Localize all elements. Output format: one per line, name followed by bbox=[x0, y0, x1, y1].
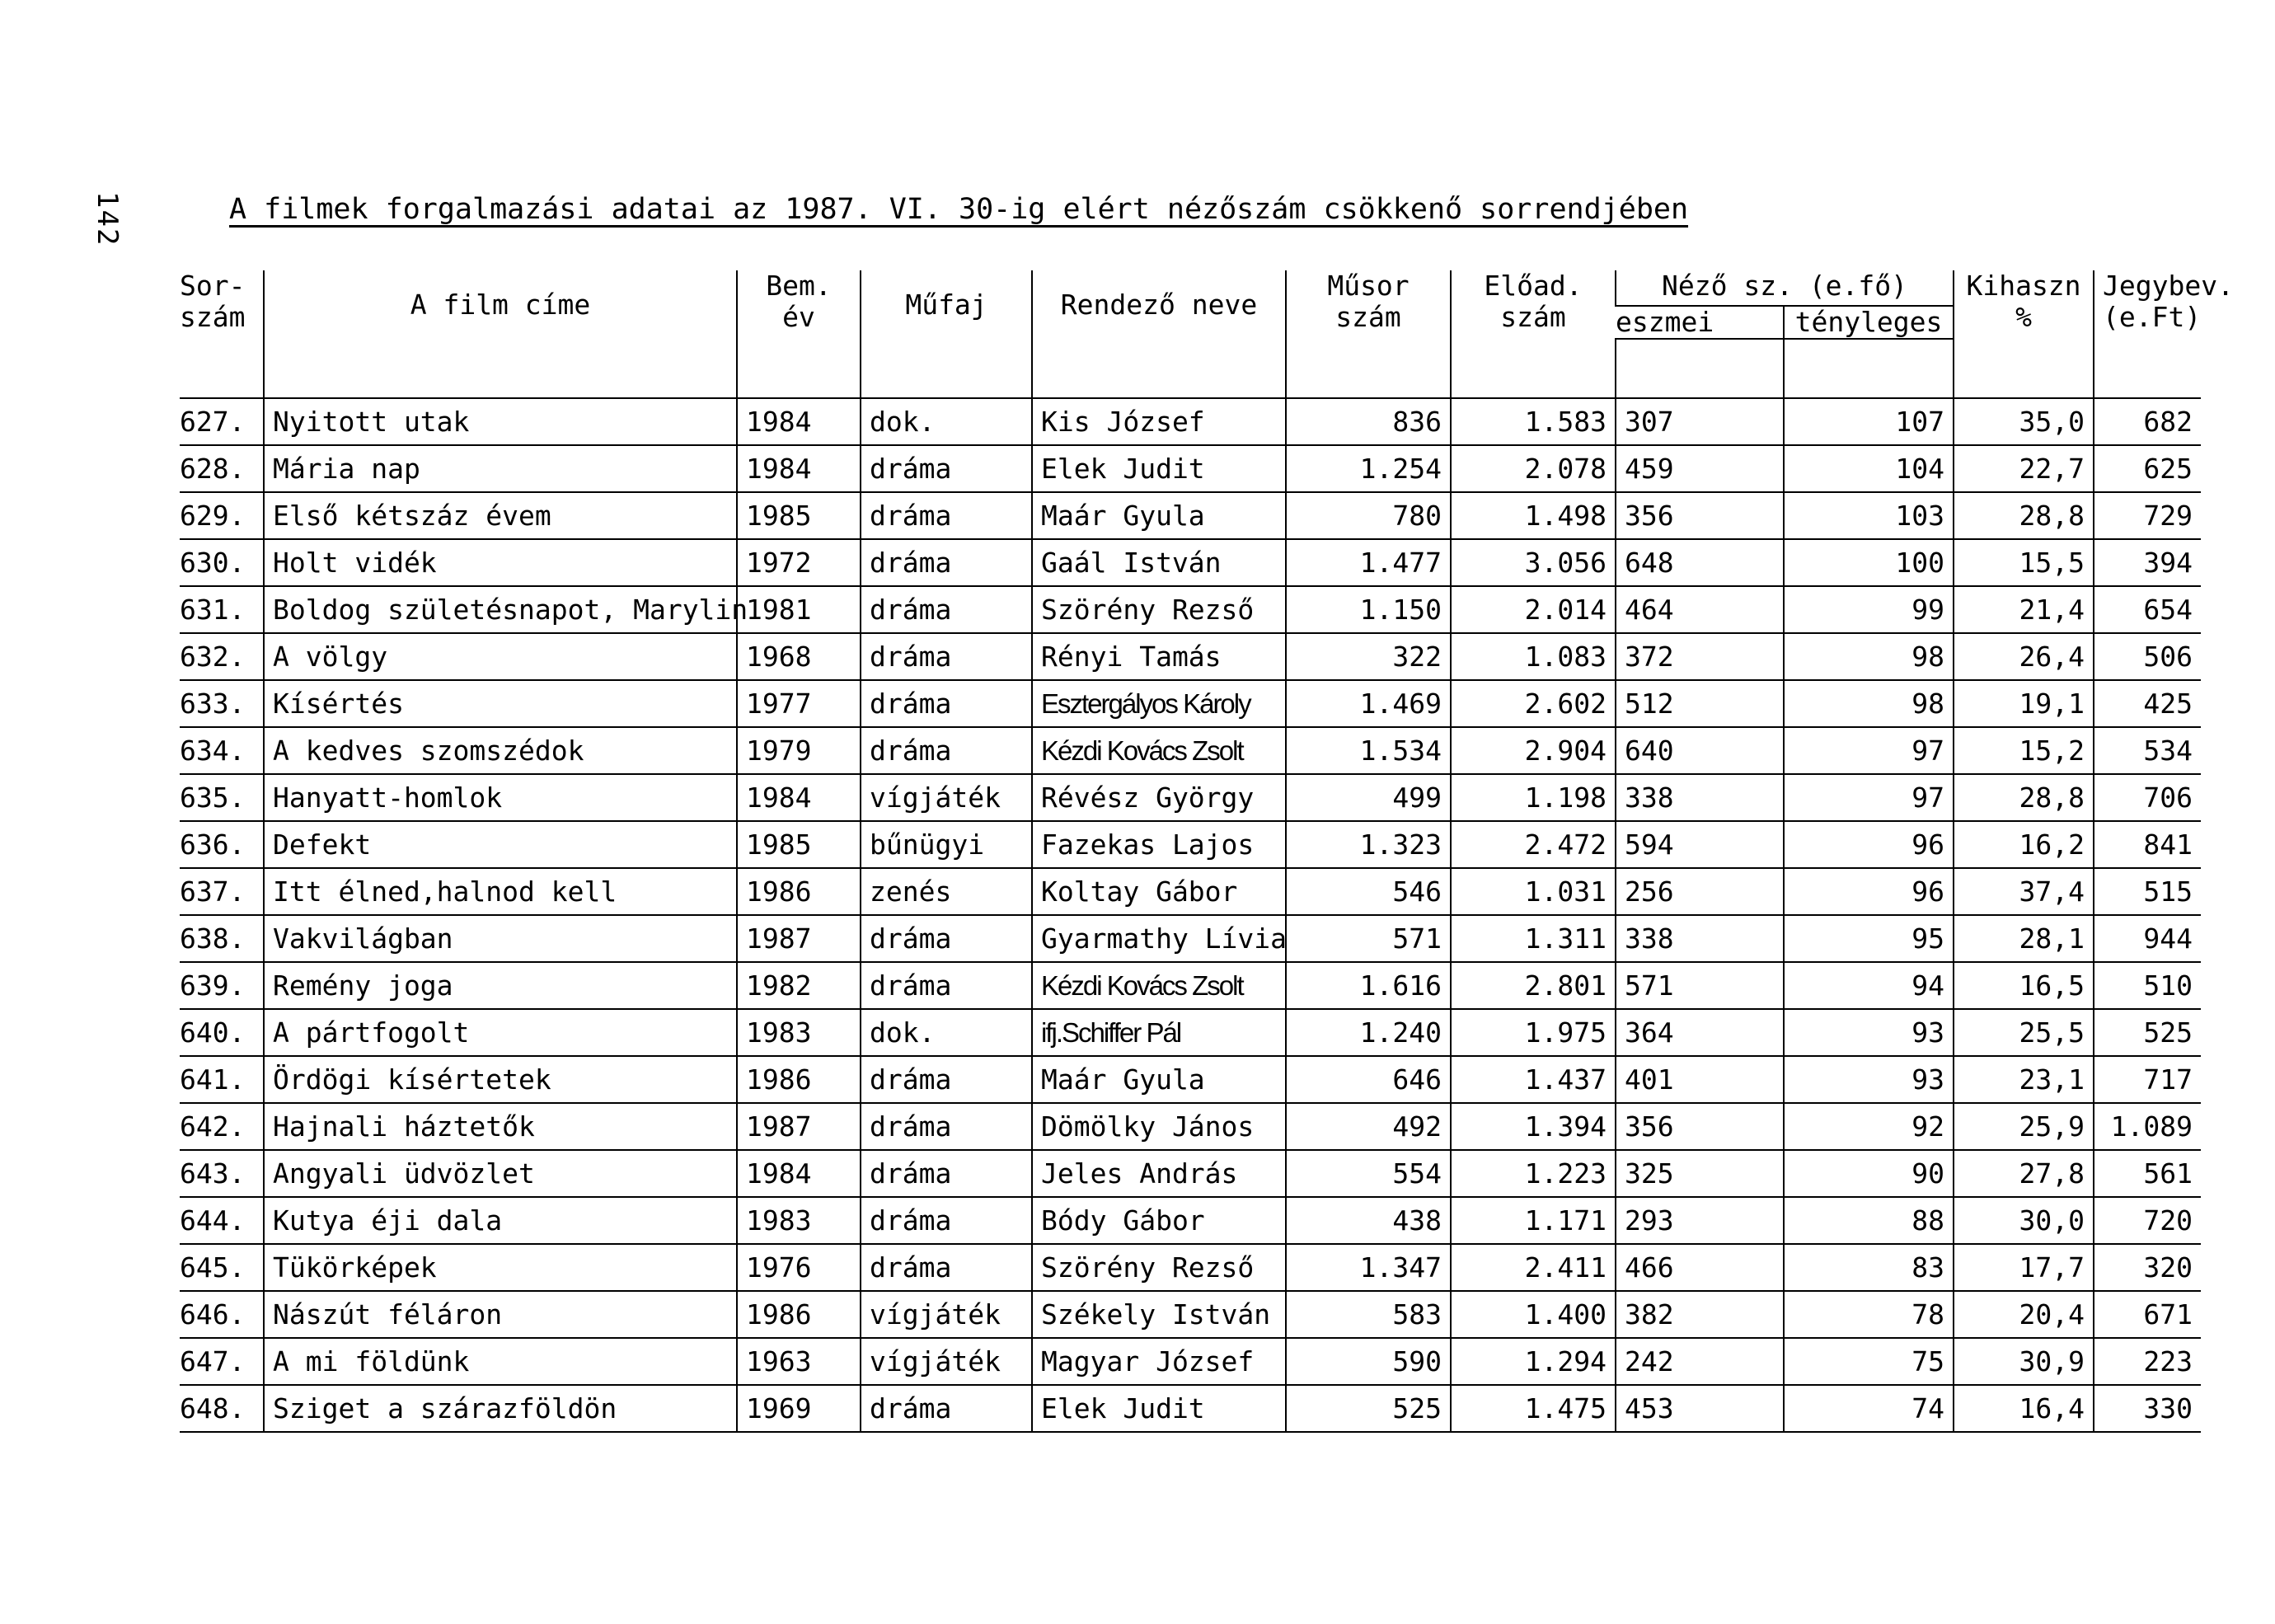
cell-jegybevetel: 510 bbox=[2094, 962, 2201, 1009]
cell-mufaj: dok. bbox=[861, 398, 1032, 445]
cell-eloadas-szam: 2.014 bbox=[1451, 586, 1616, 633]
cell-musor-szam: 1.240 bbox=[1286, 1009, 1451, 1056]
cell-jegybevetel: 654 bbox=[2094, 586, 2201, 633]
cell-mufaj: dráma bbox=[861, 1103, 1032, 1150]
cell-bemutato-ev: 1985 bbox=[737, 821, 861, 868]
cell-tenyleges: 97 bbox=[1784, 727, 1954, 774]
cell-eloadas-szam: 1.400 bbox=[1451, 1291, 1616, 1338]
cell-musor-szam: 525 bbox=[1286, 1385, 1451, 1432]
cell-jegybevetel: 841 bbox=[2094, 821, 2201, 868]
table-row bbox=[180, 445, 2201, 492]
cell-sorszam: 636. bbox=[180, 821, 264, 868]
cell-eloadas-szam: 1.083 bbox=[1451, 633, 1616, 680]
cell-eszmei: 338 bbox=[1616, 915, 1784, 962]
cell-eloadas-szam: 1.031 bbox=[1451, 868, 1616, 915]
cell-mufaj: dráma bbox=[861, 680, 1032, 727]
cell-kihasznaltsag: 30,9 bbox=[1954, 1338, 2094, 1385]
cell-rendezo: ifj.Schiffer Pál bbox=[1032, 1009, 1286, 1056]
cell-eloadas-szam: 1.311 bbox=[1451, 915, 1616, 962]
table-row bbox=[180, 821, 2201, 868]
header-kihasznaltsag: Kihaszn % bbox=[1954, 270, 2094, 339]
cell-eloadas-szam: 2.801 bbox=[1451, 962, 1616, 1009]
cell-rendezo: Maár Gyula bbox=[1032, 492, 1286, 539]
cell-rendezo: Maár Gyula bbox=[1032, 1056, 1286, 1103]
cell-jegybevetel: 625 bbox=[2094, 445, 2201, 492]
table-row bbox=[180, 539, 2201, 586]
cell-bemutato-ev: 1969 bbox=[737, 1385, 861, 1432]
cell-musor-szam: 646 bbox=[1286, 1056, 1451, 1103]
cell-tenyleges: 95 bbox=[1784, 915, 1954, 962]
cell-sorszam: 637. bbox=[180, 868, 264, 915]
table-row bbox=[180, 915, 2201, 962]
cell-jegybevetel: 515 bbox=[2094, 868, 2201, 915]
cell-mufaj: vígjáték bbox=[861, 774, 1032, 821]
table-row bbox=[180, 727, 2201, 774]
cell-tenyleges: 78 bbox=[1784, 1291, 1954, 1338]
cell-sorszam: 640. bbox=[180, 1009, 264, 1056]
cell-tenyleges: 94 bbox=[1784, 962, 1954, 1009]
cell-eszmei: 364 bbox=[1616, 1009, 1784, 1056]
cell-mufaj: dráma bbox=[861, 915, 1032, 962]
cell-sorszam: 639. bbox=[180, 962, 264, 1009]
cell-rendezo: Elek Judit bbox=[1032, 445, 1286, 492]
cell-eszmei: 242 bbox=[1616, 1338, 1784, 1385]
cell-tenyleges: 92 bbox=[1784, 1103, 1954, 1150]
cell-musor-szam: 492 bbox=[1286, 1103, 1451, 1150]
cell-eszmei: 293 bbox=[1616, 1197, 1784, 1244]
cell-eloadas-szam: 2.472 bbox=[1451, 821, 1616, 868]
header-eszmei: eszmei bbox=[1616, 306, 1784, 339]
cell-kihasznaltsag: 23,1 bbox=[1954, 1056, 2094, 1103]
cell-sorszam: 644. bbox=[180, 1197, 264, 1244]
cell-jegybevetel: 717 bbox=[2094, 1056, 2201, 1103]
cell-tenyleges: 88 bbox=[1784, 1197, 1954, 1244]
cell-bemutato-ev: 1982 bbox=[737, 962, 861, 1009]
cell-mufaj: dráma bbox=[861, 1150, 1032, 1197]
cell-rendezo: Kis József bbox=[1032, 398, 1286, 445]
cell-eszmei: 338 bbox=[1616, 774, 1784, 821]
cell-kihasznaltsag: 19,1 bbox=[1954, 680, 2094, 727]
cell-eloadas-szam: 2.602 bbox=[1451, 680, 1616, 727]
cell-kihasznaltsag: 17,7 bbox=[1954, 1244, 2094, 1291]
cell-tenyleges: 83 bbox=[1784, 1244, 1954, 1291]
cell-eloadas-szam: 1.171 bbox=[1451, 1197, 1616, 1244]
cell-rendezo: Koltay Gábor bbox=[1032, 868, 1286, 915]
cell-rendezo: Rényi Tamás bbox=[1032, 633, 1286, 680]
cell-kihasznaltsag: 28,8 bbox=[1954, 492, 2094, 539]
table-row bbox=[180, 1103, 2201, 1150]
cell-bemutato-ev: 1968 bbox=[737, 633, 861, 680]
page-number: 142 bbox=[91, 191, 124, 247]
cell-mufaj: dráma bbox=[861, 1197, 1032, 1244]
cell-bemutato-ev: 1976 bbox=[737, 1244, 861, 1291]
cell-eszmei: 571 bbox=[1616, 962, 1784, 1009]
cell-rendezo: Dömölky János bbox=[1032, 1103, 1286, 1150]
cell-jegybevetel: 534 bbox=[2094, 727, 2201, 774]
table-row bbox=[180, 1056, 2201, 1103]
cell-bemutato-ev: 1986 bbox=[737, 868, 861, 915]
cell-musor-szam: 1.534 bbox=[1286, 727, 1451, 774]
cell-kihasznaltsag: 21,4 bbox=[1954, 586, 2094, 633]
cell-eloadas-szam: 3.056 bbox=[1451, 539, 1616, 586]
cell-mufaj: zenés bbox=[861, 868, 1032, 915]
cell-jegybevetel: 671 bbox=[2094, 1291, 2201, 1338]
cell-mufaj: dráma bbox=[861, 1244, 1032, 1291]
cell-eszmei: 325 bbox=[1616, 1150, 1784, 1197]
cell-film-cime: A kedves szomszédok bbox=[264, 727, 737, 774]
cell-film-cime: Nászút féláron bbox=[264, 1291, 737, 1338]
cell-mufaj: vígjáték bbox=[861, 1291, 1032, 1338]
cell-film-cime: Itt élned,halnod kell bbox=[264, 868, 737, 915]
table-row bbox=[180, 774, 2201, 821]
cell-sorszam: 643. bbox=[180, 1150, 264, 1197]
cell-sorszam: 647. bbox=[180, 1338, 264, 1385]
cell-film-cime: Első kétszáz évem bbox=[264, 492, 737, 539]
cell-bemutato-ev: 1979 bbox=[737, 727, 861, 774]
cell-tenyleges: 103 bbox=[1784, 492, 1954, 539]
cell-mufaj: bűnügyi bbox=[861, 821, 1032, 868]
cell-musor-szam: 438 bbox=[1286, 1197, 1451, 1244]
cell-rendezo: Kézdi Kovács Zsolt bbox=[1032, 727, 1286, 774]
cell-mufaj: dráma bbox=[861, 1385, 1032, 1432]
table-body bbox=[180, 339, 2201, 1432]
cell-eszmei: 512 bbox=[1616, 680, 1784, 727]
header-musor-szam: Műsor szám bbox=[1286, 270, 1451, 339]
cell-mufaj: dráma bbox=[861, 586, 1032, 633]
table-row bbox=[180, 1244, 2201, 1291]
cell-eszmei: 401 bbox=[1616, 1056, 1784, 1103]
cell-film-cime: Kutya éji dala bbox=[264, 1197, 737, 1244]
cell-sorszam: 627. bbox=[180, 398, 264, 445]
cell-kihasznaltsag: 16,2 bbox=[1954, 821, 2094, 868]
table-row bbox=[180, 633, 2201, 680]
table-row bbox=[180, 1009, 2201, 1056]
header-film-cime: A film címe bbox=[264, 270, 737, 339]
table-row bbox=[180, 868, 2201, 915]
cell-kihasznaltsag: 20,4 bbox=[1954, 1291, 2094, 1338]
header-mufaj: Műfaj bbox=[861, 270, 1032, 339]
cell-jegybevetel: 682 bbox=[2094, 398, 2201, 445]
cell-sorszam: 629. bbox=[180, 492, 264, 539]
cell-tenyleges: 93 bbox=[1784, 1056, 1954, 1103]
cell-sorszam: 635. bbox=[180, 774, 264, 821]
cell-bemutato-ev: 1984 bbox=[737, 774, 861, 821]
cell-kihasznaltsag: 16,4 bbox=[1954, 1385, 2094, 1432]
cell-rendezo: Szörény Rezső bbox=[1032, 586, 1286, 633]
cell-eszmei: 372 bbox=[1616, 633, 1784, 680]
cell-musor-szam: 322 bbox=[1286, 633, 1451, 680]
cell-musor-szam: 583 bbox=[1286, 1291, 1451, 1338]
cell-sorszam: 630. bbox=[180, 539, 264, 586]
cell-tenyleges: 75 bbox=[1784, 1338, 1954, 1385]
table-row bbox=[180, 1291, 2201, 1338]
cell-rendezo: Jeles András bbox=[1032, 1150, 1286, 1197]
cell-eloadas-szam: 1.975 bbox=[1451, 1009, 1616, 1056]
cell-tenyleges: 107 bbox=[1784, 398, 1954, 445]
cell-eszmei: 356 bbox=[1616, 492, 1784, 539]
cell-mufaj: dráma bbox=[861, 492, 1032, 539]
table-row bbox=[180, 1385, 2201, 1432]
table-row bbox=[180, 586, 2201, 633]
cell-eloadas-szam: 1.475 bbox=[1451, 1385, 1616, 1432]
cell-tenyleges: 100 bbox=[1784, 539, 1954, 586]
table-row bbox=[180, 492, 2201, 539]
cell-musor-szam: 1.150 bbox=[1286, 586, 1451, 633]
cell-bemutato-ev: 1977 bbox=[737, 680, 861, 727]
header-rendezo: Rendező neve bbox=[1032, 270, 1286, 339]
cell-film-cime: A mi földünk bbox=[264, 1338, 737, 1385]
cell-tenyleges: 97 bbox=[1784, 774, 1954, 821]
cell-bemutato-ev: 1987 bbox=[737, 1103, 861, 1150]
table-row bbox=[180, 1197, 2201, 1244]
cell-bemutato-ev: 1984 bbox=[737, 1150, 861, 1197]
cell-sorszam: 634. bbox=[180, 727, 264, 774]
table-row bbox=[180, 1338, 2201, 1385]
cell-bemutato-ev: 1984 bbox=[737, 445, 861, 492]
cell-eszmei: 466 bbox=[1616, 1244, 1784, 1291]
header-spacer-row bbox=[180, 339, 2201, 398]
cell-kihasznaltsag: 28,8 bbox=[1954, 774, 2094, 821]
cell-film-cime: Vakvilágban bbox=[264, 915, 737, 962]
cell-bemutato-ev: 1983 bbox=[737, 1197, 861, 1244]
cell-rendezo: Fazekas Lajos bbox=[1032, 821, 1286, 868]
cell-tenyleges: 98 bbox=[1784, 680, 1954, 727]
cell-film-cime: Hajnali háztetők bbox=[264, 1103, 737, 1150]
header-tenyleges: tényleges bbox=[1784, 306, 1954, 339]
cell-bemutato-ev: 1986 bbox=[737, 1291, 861, 1338]
cell-mufaj: dráma bbox=[861, 539, 1032, 586]
cell-musor-szam: 546 bbox=[1286, 868, 1451, 915]
cell-tenyleges: 99 bbox=[1784, 586, 1954, 633]
cell-mufaj: vígjáték bbox=[861, 1338, 1032, 1385]
cell-sorszam: 638. bbox=[180, 915, 264, 962]
cell-eszmei: 640 bbox=[1616, 727, 1784, 774]
cell-sorszam: 641. bbox=[180, 1056, 264, 1103]
cell-kihasznaltsag: 37,4 bbox=[1954, 868, 2094, 915]
cell-bemutato-ev: 1985 bbox=[737, 492, 861, 539]
cell-musor-szam: 571 bbox=[1286, 915, 1451, 962]
cell-rendezo: Esztergályos Károly bbox=[1032, 680, 1286, 727]
cell-eszmei: 256 bbox=[1616, 868, 1784, 915]
cell-jegybevetel: 506 bbox=[2094, 633, 2201, 680]
cell-mufaj: dok. bbox=[861, 1009, 1032, 1056]
cell-rendezo: Szörény Rezső bbox=[1032, 1244, 1286, 1291]
cell-kihasznaltsag: 15,5 bbox=[1954, 539, 2094, 586]
cell-kihasznaltsag: 16,5 bbox=[1954, 962, 2094, 1009]
cell-film-cime: Ördögi kísértetek bbox=[264, 1056, 737, 1103]
cell-kihasznaltsag: 26,4 bbox=[1954, 633, 2094, 680]
cell-tenyleges: 104 bbox=[1784, 445, 1954, 492]
cell-eloadas-szam: 1.437 bbox=[1451, 1056, 1616, 1103]
cell-tenyleges: 98 bbox=[1784, 633, 1954, 680]
cell-bemutato-ev: 1984 bbox=[737, 398, 861, 445]
table-row bbox=[180, 1150, 2201, 1197]
cell-jegybevetel: 223 bbox=[2094, 1338, 2201, 1385]
cell-mufaj: dráma bbox=[861, 727, 1032, 774]
cell-eloadas-szam: 1.394 bbox=[1451, 1103, 1616, 1150]
cell-film-cime: Mária nap bbox=[264, 445, 737, 492]
cell-bemutato-ev: 1981 bbox=[737, 586, 861, 633]
cell-rendezo: Székely István bbox=[1032, 1291, 1286, 1338]
cell-mufaj: dráma bbox=[861, 962, 1032, 1009]
header-sorszam: Sor- szám bbox=[180, 270, 246, 333]
cell-sorszam: 628. bbox=[180, 445, 264, 492]
cell-rendezo: Gyarmathy Lívia bbox=[1032, 915, 1286, 962]
cell-musor-szam: 1.469 bbox=[1286, 680, 1451, 727]
cell-eloadas-szam: 1.294 bbox=[1451, 1338, 1616, 1385]
cell-musor-szam: 554 bbox=[1286, 1150, 1451, 1197]
cell-mufaj: dráma bbox=[861, 445, 1032, 492]
cell-jegybevetel: 944 bbox=[2094, 915, 2201, 962]
cell-bemutato-ev: 1987 bbox=[737, 915, 861, 962]
cell-musor-szam: 1.616 bbox=[1286, 962, 1451, 1009]
cell-film-cime: A völgy bbox=[264, 633, 737, 680]
table-header bbox=[180, 270, 2234, 339]
cell-eloadas-szam: 1.583 bbox=[1451, 398, 1616, 445]
cell-eszmei: 382 bbox=[1616, 1291, 1784, 1338]
cell-eszmei: 464 bbox=[1616, 586, 1784, 633]
header-nezoszam: Néző sz. (e.fő) bbox=[1616, 270, 1954, 306]
cell-sorszam: 642. bbox=[180, 1103, 264, 1150]
cell-rendezo: Révész György bbox=[1032, 774, 1286, 821]
cell-eszmei: 648 bbox=[1616, 539, 1784, 586]
cell-eloadas-szam: 1.198 bbox=[1451, 774, 1616, 821]
cell-eszmei: 356 bbox=[1616, 1103, 1784, 1150]
cell-tenyleges: 96 bbox=[1784, 821, 1954, 868]
cell-rendezo: Elek Judit bbox=[1032, 1385, 1286, 1432]
header-jegybevetel: Jegybev. (e.Ft) bbox=[2094, 270, 2201, 339]
cell-film-cime: Angyali üdvözlet bbox=[264, 1150, 737, 1197]
cell-sorszam: 648. bbox=[180, 1385, 264, 1432]
cell-musor-szam: 499 bbox=[1286, 774, 1451, 821]
cell-sorszam: 645. bbox=[180, 1244, 264, 1291]
cell-film-cime: Nyitott utak bbox=[264, 398, 737, 445]
cell-musor-szam: 1.347 bbox=[1286, 1244, 1451, 1291]
cell-musor-szam: 590 bbox=[1286, 1338, 1451, 1385]
cell-bemutato-ev: 1986 bbox=[737, 1056, 861, 1103]
cell-jegybevetel: 525 bbox=[2094, 1009, 2201, 1056]
page-title: A filmek forgalmazási adatai az 1987. VI. 30-ig elért nézőszám csökkenő sorrendjében bbox=[229, 193, 1689, 226]
cell-film-cime: Remény joga bbox=[264, 962, 737, 1009]
cell-jegybevetel: 320 bbox=[2094, 1244, 2201, 1291]
cell-sorszam: 632. bbox=[180, 633, 264, 680]
table-row bbox=[180, 962, 2201, 1009]
cell-film-cime: Sziget a szárazföldön bbox=[264, 1385, 737, 1432]
cell-jegybevetel: 561 bbox=[2094, 1150, 2201, 1197]
cell-jegybevetel: 729 bbox=[2094, 492, 2201, 539]
film-statistics-table bbox=[180, 270, 2234, 1433]
cell-film-cime: Defekt bbox=[264, 821, 737, 868]
cell-film-cime: A pártfogolt bbox=[264, 1009, 737, 1056]
cell-eloadas-szam: 2.411 bbox=[1451, 1244, 1616, 1291]
cell-kihasznaltsag: 25,9 bbox=[1954, 1103, 2094, 1150]
cell-jegybevetel: 330 bbox=[2094, 1385, 2201, 1432]
cell-bemutato-ev: 1972 bbox=[737, 539, 861, 586]
cell-kihasznaltsag: 28,1 bbox=[1954, 915, 2094, 962]
cell-eloadas-szam: 2.904 bbox=[1451, 727, 1616, 774]
cell-kihasznaltsag: 30,0 bbox=[1954, 1197, 2094, 1244]
cell-musor-szam: 1.254 bbox=[1286, 445, 1451, 492]
cell-tenyleges: 93 bbox=[1784, 1009, 1954, 1056]
cell-mufaj: dráma bbox=[861, 1056, 1032, 1103]
cell-musor-szam: 1.477 bbox=[1286, 539, 1451, 586]
cell-kihasznaltsag: 22,7 bbox=[1954, 445, 2094, 492]
cell-sorszam: 633. bbox=[180, 680, 264, 727]
cell-sorszam: 646. bbox=[180, 1291, 264, 1338]
cell-sorszam: 631. bbox=[180, 586, 264, 633]
cell-kihasznaltsag: 35,0 bbox=[1954, 398, 2094, 445]
cell-jegybevetel: 1.089 bbox=[2094, 1103, 2201, 1150]
cell-eloadas-szam: 1.223 bbox=[1451, 1150, 1616, 1197]
table-row bbox=[180, 680, 2201, 727]
cell-eszmei: 307 bbox=[1616, 398, 1784, 445]
cell-eszmei: 459 bbox=[1616, 445, 1784, 492]
cell-kihasznaltsag: 27,8 bbox=[1954, 1150, 2094, 1197]
cell-rendezo: Bódy Gábor bbox=[1032, 1197, 1286, 1244]
cell-film-cime: Boldog születésnapot, Marylin bbox=[264, 586, 737, 633]
cell-mufaj: dráma bbox=[861, 633, 1032, 680]
cell-jegybevetel: 706 bbox=[2094, 774, 2201, 821]
cell-jegybevetel: 425 bbox=[2094, 680, 2201, 727]
cell-rendezo: Magyar József bbox=[1032, 1338, 1286, 1385]
header-eloadas-szam: Előad. szám bbox=[1451, 270, 1616, 339]
cell-film-cime: Tükörképek bbox=[264, 1244, 737, 1291]
cell-rendezo: Gaál István bbox=[1032, 539, 1286, 586]
cell-eszmei: 453 bbox=[1616, 1385, 1784, 1432]
cell-rendezo: Kézdi Kovács Zsolt bbox=[1032, 962, 1286, 1009]
cell-eloadas-szam: 2.078 bbox=[1451, 445, 1616, 492]
cell-bemutato-ev: 1963 bbox=[737, 1338, 861, 1385]
cell-film-cime: Holt vidék bbox=[264, 539, 737, 586]
cell-film-cime: Kísértés bbox=[264, 680, 737, 727]
cell-musor-szam: 836 bbox=[1286, 398, 1451, 445]
cell-musor-szam: 1.323 bbox=[1286, 821, 1451, 868]
cell-eszmei: 594 bbox=[1616, 821, 1784, 868]
table-row bbox=[180, 398, 2201, 445]
cell-tenyleges: 90 bbox=[1784, 1150, 1954, 1197]
cell-musor-szam: 780 bbox=[1286, 492, 1451, 539]
cell-film-cime: Hanyatt-homlok bbox=[264, 774, 737, 821]
header-bemutato-ev: Bem. év bbox=[737, 270, 861, 339]
cell-jegybevetel: 394 bbox=[2094, 539, 2201, 586]
cell-tenyleges: 74 bbox=[1784, 1385, 1954, 1432]
cell-eloadas-szam: 1.498 bbox=[1451, 492, 1616, 539]
cell-bemutato-ev: 1983 bbox=[737, 1009, 861, 1056]
cell-tenyleges: 96 bbox=[1784, 868, 1954, 915]
cell-kihasznaltsag: 15,2 bbox=[1954, 727, 2094, 774]
cell-jegybevetel: 720 bbox=[2094, 1197, 2201, 1244]
cell-kihasznaltsag: 25,5 bbox=[1954, 1009, 2094, 1056]
